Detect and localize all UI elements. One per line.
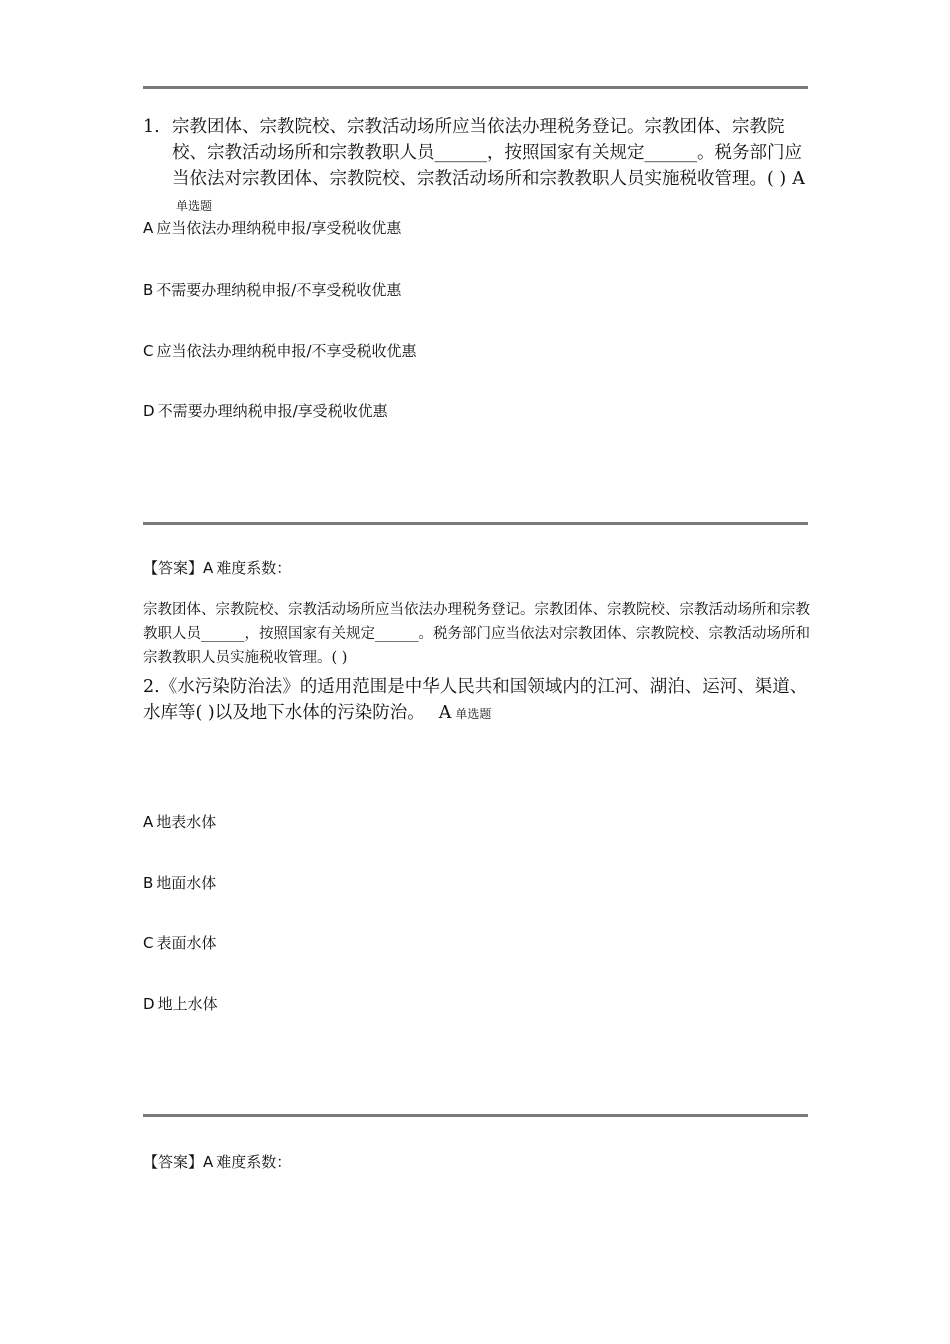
option-b[interactable]: B 不需要办理纳税申报/不享受税收优惠: [143, 281, 402, 299]
option-d[interactable]: D 地上水体: [143, 995, 218, 1013]
question-text: 宗教团体、宗教院校、宗教活动场所应当依法办理税务登记。宗教团体、宗教院校、宗教活动场所和宗教教职人员______，按照国家有关规定______。税务部门应当依法对宗教团体、宗教院校、宗教活动场所和宗教教职人员实施税收管理。( ): [172, 117, 802, 189]
section-divider: [143, 522, 808, 525]
question-type-tag: 单选题: [455, 707, 492, 721]
answer-value: A: [203, 1153, 214, 1171]
section-divider: [143, 1114, 808, 1117]
top-divider: [143, 86, 808, 89]
question-1: [143, 114, 808, 219]
difficulty-label: 难度系数：: [216, 559, 292, 577]
answer-line: [143, 558, 291, 578]
answer-line: [143, 1152, 291, 1172]
question-answer-letter: A: [438, 703, 452, 723]
question-type-tag: 单选题: [176, 199, 213, 213]
answer-label: 【答案】: [143, 1153, 204, 1171]
answer-explanation: 宗教团体、宗教院校、宗教活动场所应当依法办理税务登记。宗教团体、宗教院校、宗教活动场所和宗教教职人员______，按照国家有关规定______。税务部门应当依法对宗教团体、宗教院校、宗教活动场所和宗教教职人员实施税收管理。( ): [143, 602, 810, 666]
question-answer-letter: A: [792, 169, 805, 189]
answer-label: 【答案】: [143, 559, 204, 577]
difficulty-label: 难度系数：: [216, 1153, 292, 1171]
answer-value: A: [203, 559, 214, 577]
question-text: 2.《水污染防治法》的适用范围是中华人民共和国领域内的江河、湖泊、运河、渠道、水库等( )以及地下水体的污染防治。: [143, 677, 808, 723]
option-a[interactable]: A 地表水体: [143, 813, 217, 831]
option-c[interactable]: C 表面水体: [143, 934, 217, 952]
option-a[interactable]: A 应当依法办理纳税申报/享受税收优惠: [143, 219, 402, 237]
option-c[interactable]: C 应当依法办理纳税申报/不享受税收优惠: [143, 342, 417, 360]
option-b[interactable]: B 地面水体: [143, 874, 217, 892]
question-number: 1.: [143, 117, 160, 137]
question-2: [143, 674, 811, 727]
option-d[interactable]: D 不需要办理纳税申报/享受税收优惠: [143, 402, 388, 420]
